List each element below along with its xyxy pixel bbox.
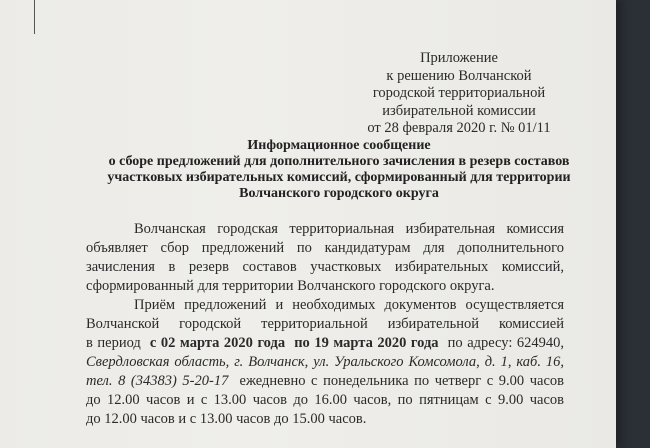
margin-mark (34, 0, 35, 34)
date-to: по 19 марта 2020 года (294, 335, 439, 351)
paragraph-2-line: до 12.00 часов и с 13.00 часов до 16.00 часов, по пятницам с 9.00 часов (86, 392, 564, 408)
title-line: Волчанского городского округа (239, 186, 439, 201)
paragraph-2-dates-line (86, 334, 564, 353)
appendix-line: избирательной комиссии (382, 102, 536, 119)
date-from: с 02 марта 2020 года (149, 335, 286, 351)
appendix-line: Приложение (420, 50, 498, 66)
paragraph-1-line: Волчанская городская территориальная избирательная комиссия (134, 221, 564, 237)
paragraph-2-line: Волчанской городской территориальной избирательной комиссией (86, 316, 564, 332)
paragraph-2-line: Приём предложений и необходимых документов осуществляется (134, 297, 564, 313)
paragraph-2-line: до 12.00 часов и с 13.00 часов до 15.00 часов. (86, 411, 367, 427)
paragraph-1-line: объявляет сбор предложений по кандидатурам для дополнительного (86, 240, 564, 256)
appendix-line: от 28 февраля 2020 г. № 01/11 (367, 120, 551, 136)
address-prefix: по адресу: 624940, (447, 335, 565, 351)
paragraph-1-line: зачисления в резерв составов участковых избирательных комиссий, (86, 259, 564, 275)
title-line: участковых избирательных комиссий, сформированный для территории (107, 170, 571, 185)
period-label: в период (86, 335, 141, 351)
appendix-line: к решению Волчанской (386, 67, 532, 84)
schedule-weekdays: ежедневно с понедельника по четверг с 9.00 часов (239, 373, 565, 389)
address-line (86, 353, 564, 372)
appendix-line: городской территориальной (372, 85, 546, 101)
title-line: о сборе предложений для дополнительного зачисления в резерв составов (108, 154, 570, 169)
document-body (86, 220, 564, 429)
address: Свердловская область, г. Волчанск, ул. Уральского Комсомола, д. 1, каб. 16, (86, 354, 564, 370)
document-title (74, 138, 604, 202)
phone: тел. 8 (34383) 5-20-17 (86, 373, 229, 389)
paragraph-1-line: сформированный для территории Волчанского городского округа. (86, 278, 495, 294)
title-line: Информационное сообщение (247, 138, 431, 153)
appendix-block (354, 50, 564, 138)
phone-line (86, 372, 564, 391)
